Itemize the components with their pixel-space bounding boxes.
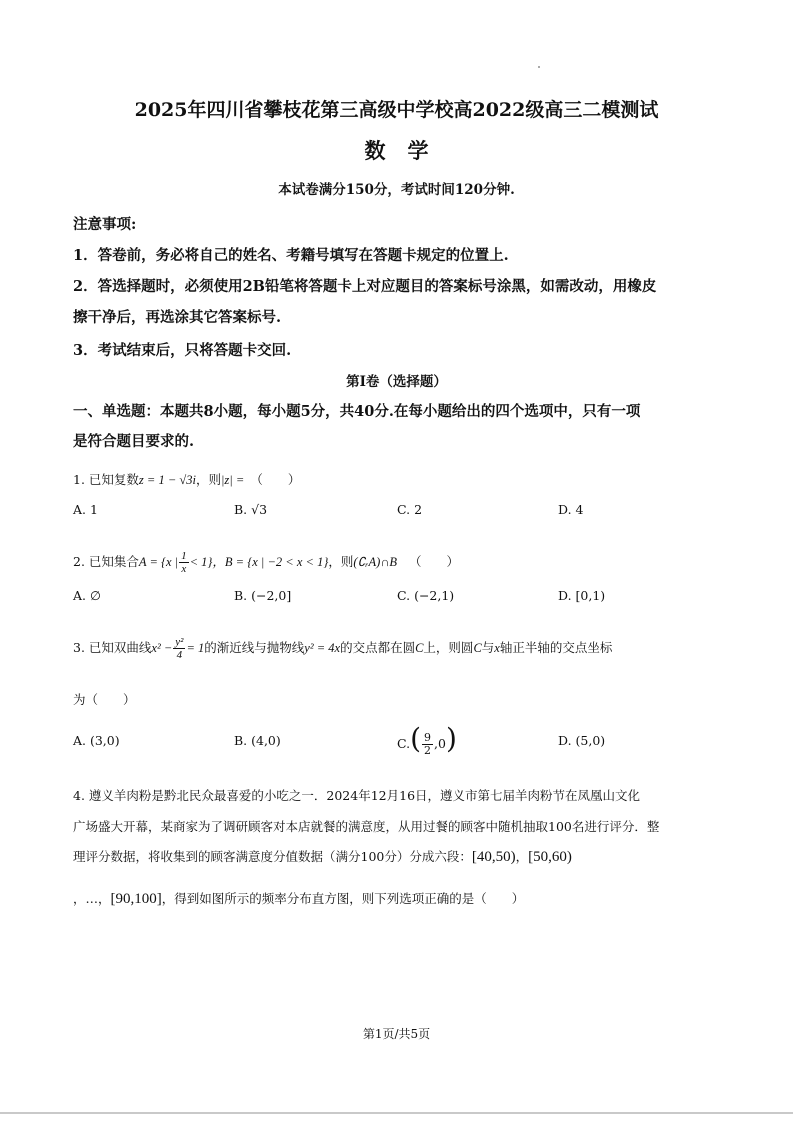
q1-modulus: |z| = — [221, 473, 245, 487]
q3-mid-1: 的渐近线与抛物线 — [204, 640, 305, 655]
q3-mid-2: 的交点都在圆 — [340, 640, 416, 655]
part1-instructions-line-2: 是符合题目要求的. — [73, 433, 195, 450]
volume-title: 第I卷（选择题） — [346, 374, 447, 390]
bottom-divider — [0, 1112, 793, 1114]
q3-tail: 轴正半轴的交点坐标 — [499, 640, 613, 655]
notice-item-3: 3．考试结束后，只将答题卡交回. — [73, 342, 292, 359]
q2-paren: （ ） — [409, 554, 460, 569]
question-2 — [73, 550, 459, 575]
q3-hyperbola-left: x² − — [151, 641, 173, 655]
q1-prefix: 1. 已知复数 — [73, 472, 139, 487]
notice-item-2-line-1: 2．答选择题时，必须使用2B铅笔将答题卡上对应题目的答案标号涂黑，如需改动，用橡皮 — [73, 278, 657, 295]
q3-option-c-tail: ,0 — [434, 736, 446, 751]
q4-interval-2: [50,60) — [528, 849, 572, 865]
q3-option-c-denominator: 2 — [424, 744, 432, 757]
notice-heading: 注意事项: — [73, 216, 137, 233]
q3-prefix: 3. 已知双曲线 — [73, 640, 152, 655]
notice-item-2-line-2: 擦干净后，再选涂其它答案标号. — [73, 309, 282, 326]
q2-set-a-right: < 1} — [189, 555, 213, 569]
q3-option-a: A. (3,0) — [73, 733, 120, 748]
q3-option-c-label: C. — [397, 736, 411, 751]
part1-instructions-line-1: 一、单选题：本题共8小题，每小题5分，共40分.在每小题给出的四个选项中，只有一项 — [73, 403, 641, 420]
q3-hyperbola-right: = 1 — [186, 641, 205, 655]
q2-expression: (∁ᵣA)∩B — [353, 555, 397, 569]
q2-set-a-left: A = {x | — [138, 555, 179, 569]
q3-circle-name: C — [415, 641, 424, 655]
q1-option-b: B. √3 — [234, 502, 268, 517]
q1-option-a: A. 1 — [73, 502, 98, 517]
q4-interval-1: [40,50) — [471, 849, 516, 865]
q2-fraction-numerator: 1 — [181, 550, 187, 562]
q4-line-1: 4. 遵义羊肉粉是黔北民众最喜爱的小吃之一．2024年12月16日，遵义市第七届羊肉粉节在凤凰山文化 — [73, 788, 641, 803]
q3-axis: x — [494, 641, 500, 655]
q2-suffix: ，则 — [328, 554, 354, 569]
exam-info: 本试卷满分150分，考试时间120分钟. — [278, 182, 515, 198]
q4-line-4-text: ，得到如图所示的频率分布直方图，则下列选项正确的是（ ） — [161, 891, 525, 906]
q2-option-c: C. (−2,1) — [397, 588, 455, 603]
subject-title: 数学 — [364, 138, 451, 163]
q3-option-b: B. (4,0) — [234, 733, 281, 748]
q3-option-d: D. (5,0) — [558, 733, 606, 748]
q4-line-3-text: 理评分数据，将收集到的顾客满意度分值数据（满分100分）分成六段： — [73, 849, 472, 864]
q3-fraction — [173, 636, 185, 661]
q4-line-4-prefix: ，…， — [73, 891, 111, 906]
scan-speck — [538, 66, 540, 68]
q4-line-2: 广场盛大开幕，某商家为了调研顾客对本店就餐的满意度，从用过餐的顾客中随机抽取100名进行评分．整 — [73, 819, 660, 834]
q4-interval-3: [90,100] — [110, 891, 162, 907]
q2-fraction — [179, 550, 189, 575]
notice-item-1: 1．答卷前，务必将自己的姓名、考籍号填写在答题卡规定的位置上. — [73, 247, 509, 264]
q3-mid-4: 与 — [481, 640, 495, 655]
q1-option-d: D. 4 — [558, 502, 584, 517]
q4-line-4 — [73, 889, 524, 908]
q2-option-d: D. [0,1) — [558, 588, 606, 603]
q3-option-c-numerator: 9 — [424, 731, 432, 744]
q3-option-c-open-paren: ( — [410, 722, 422, 755]
q1-complex-number: z = 1 − √3i — [138, 473, 196, 487]
q3-parabola: y² = 4x — [304, 641, 341, 655]
q2-option-a: A. ∅ — [73, 588, 101, 603]
q3-option-c-close-paren: ) — [445, 722, 457, 755]
question-3 — [73, 636, 612, 661]
q1-option-c: C. 2 — [397, 502, 423, 517]
q3-circle-name-2: C — [473, 641, 482, 655]
q3-option-c — [397, 722, 457, 757]
q2-fraction-denominator: x — [181, 563, 187, 575]
q1-suffix: ，则 — [195, 472, 221, 487]
q3-fraction-numerator: y² — [175, 636, 184, 648]
page-number: 第1页/共5页 — [362, 1027, 431, 1041]
question-1 — [73, 470, 300, 488]
q3-fraction-denominator: 4 — [176, 649, 183, 661]
q3-option-c-fraction — [422, 732, 433, 757]
q3-mid-3: 上，则圆 — [423, 640, 474, 655]
q1-paren: （ ） — [250, 472, 301, 487]
q2-prefix: 2. 已知集合 — [73, 554, 139, 569]
q2-set-b: ，B = {x | −2 < x < 1} — [212, 555, 329, 569]
exam-title: 2025年四川省攀枝花第三高级中学校高2022级高三二模测试 — [134, 99, 659, 121]
q4-line-3: 理评分数据，将收集到的顾客满意度分值数据（满分100分）分成六段：[40,50)，[50,60) — [73, 849, 572, 865]
q3-line-2: 为（ ） — [73, 692, 136, 707]
q2-option-b: B. (−2,0] — [234, 588, 292, 603]
